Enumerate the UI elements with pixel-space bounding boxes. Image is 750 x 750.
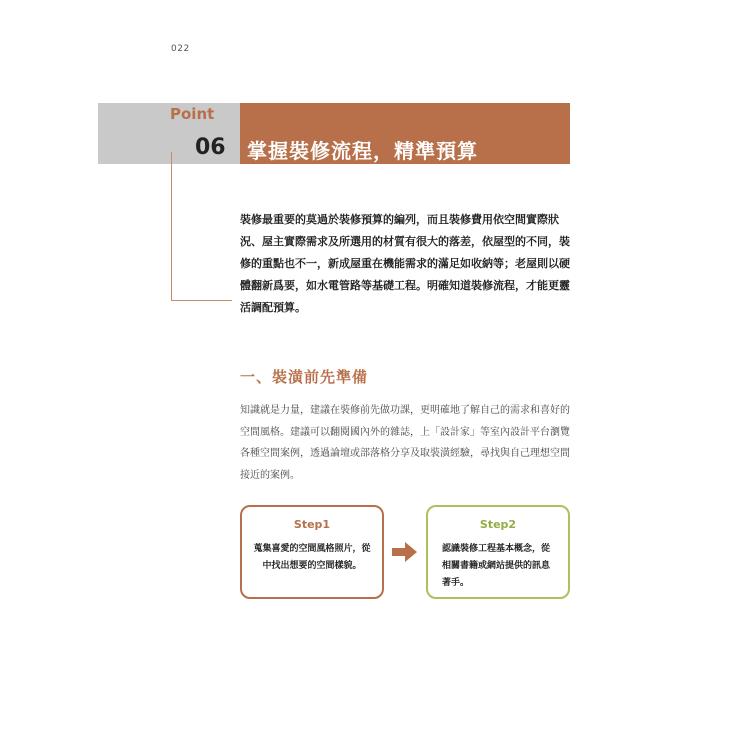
step1-box (240, 505, 384, 599)
chapter-title: 掌握裝修流程，精準預算 (247, 139, 478, 163)
step2-text: 認識裝修工程基本概念，從相關書籍或網站提供的訊息著手。 (442, 544, 551, 588)
point-number: 06 (195, 135, 226, 160)
step2-box (426, 505, 570, 599)
section-heading: 一、裝潢前先準備 (240, 368, 369, 386)
step1-text: 蒐集喜愛的空間風格照片，從中找出想要的空間樣貌。 (253, 544, 371, 571)
point-label: Point (170, 105, 215, 123)
arrow-right-icon (392, 542, 417, 562)
page-number: 022 (171, 44, 190, 54)
bracket-line-horizontal (171, 300, 232, 301)
section-body: 知識就是力量，建議在裝修前先做功課，更明確地了解自己的需求和喜好的空間風格。建議可以翻閱國內外的雜誌，上「設計家」等室內設計平台瀏覽各種空間案例，透過論壇或部落格分享及取裝潢經驗，尋找與自己理想空間接近的案例。 (240, 405, 570, 481)
step2-title: Step2 (479, 518, 517, 531)
intro-paragraph: 裝修最重要的莫過於裝修預算的編列，而且裝修費用依空間實際狀況、屋主實際需求及所選用的材質有很大的落差，依屋型的不同，裝修的重點也不一，新成屋重在機能需求的滿足如收納等；老屋則以硬體翻新爲要，如水電管路等基礎工程。明確知道裝修流程，才能更靈活調配預算。 (240, 213, 570, 314)
bracket-line-vertical (171, 152, 172, 301)
step1-title: Step1 (293, 518, 331, 531)
